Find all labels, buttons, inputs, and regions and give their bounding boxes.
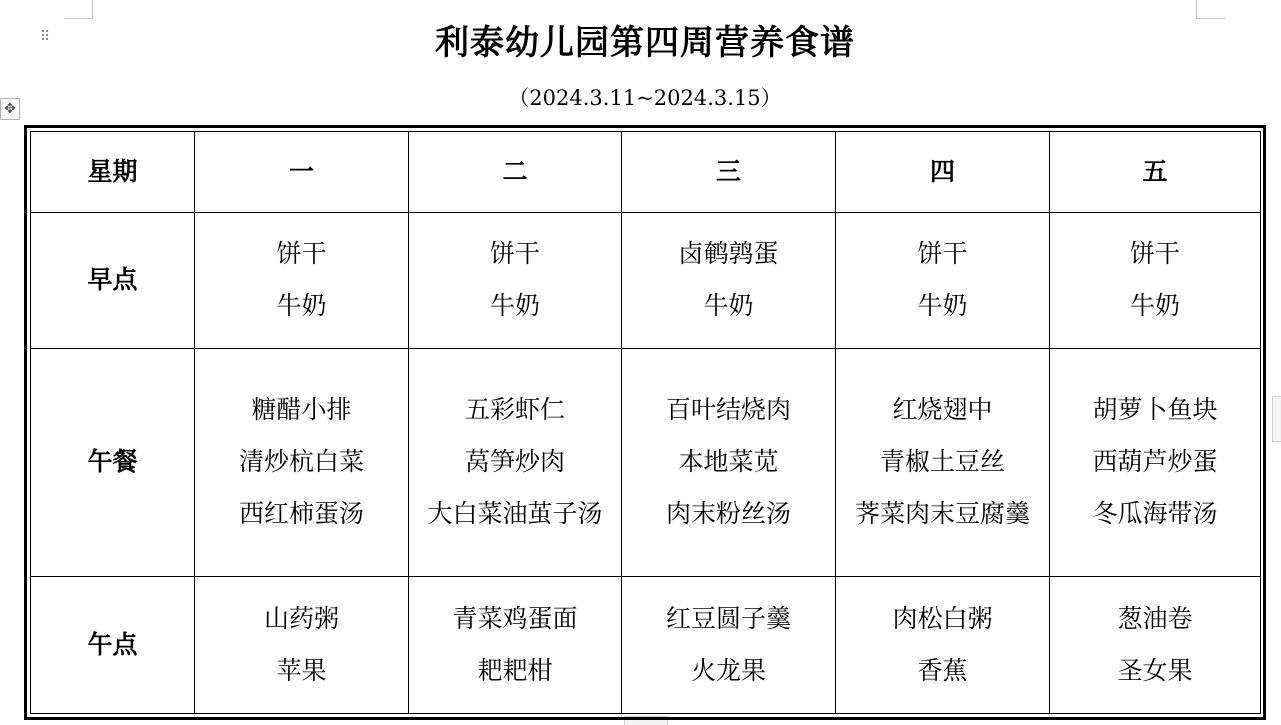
- menu-cell[interactable]: [195, 348, 409, 577]
- header-cell-day: 四: [836, 132, 1050, 213]
- dish-item: 香蕉: [917, 656, 968, 686]
- dish-item: 牛奶: [703, 291, 754, 321]
- dish-item: 清炒杭白菜: [238, 447, 364, 477]
- dish-item: 冬瓜海带汤: [1092, 499, 1218, 529]
- menu-cell[interactable]: [1050, 577, 1261, 714]
- menu-cell[interactable]: [1050, 348, 1261, 577]
- dish-item: 本地菜苋: [678, 447, 779, 477]
- dish-item: 牛奶: [1129, 291, 1180, 321]
- dish-item: 牛奶: [489, 291, 540, 321]
- dish-item: 肉末粉丝汤: [665, 499, 791, 529]
- dish-item: 葱油卷: [1117, 604, 1193, 634]
- dish-item: 火龙果: [690, 656, 766, 686]
- date-range-subtitle: （2024.3.11~2024.3.15）: [508, 86, 782, 110]
- dish-item: 卤鹌鹑蛋: [678, 239, 779, 269]
- dish-item: 莴笋炒肉: [464, 447, 565, 477]
- dish-item: 西红柿蛋汤: [238, 499, 364, 529]
- dish-item: 饼干: [276, 239, 327, 269]
- dish-item: 青菜鸡蛋面: [452, 604, 578, 634]
- dish-item: 苹果: [276, 656, 327, 686]
- header-cell-day: 二: [409, 132, 622, 213]
- dish-item: 牛奶: [276, 291, 327, 321]
- dish-item: 西葫芦炒蛋: [1092, 447, 1218, 477]
- menu-cell[interactable]: [836, 577, 1050, 714]
- dish-item: 耙耙柑: [477, 656, 553, 686]
- header-cell-day: 五: [1050, 132, 1261, 213]
- dish-item: 五彩虾仁: [464, 395, 565, 425]
- dish-item: 青椒土豆丝: [879, 447, 1005, 477]
- dish-item: 饼干: [917, 239, 968, 269]
- dish-item: 荠菜肉末豆腐羹: [854, 499, 1030, 529]
- dish-item: 山药粥: [263, 604, 339, 634]
- menu-cell[interactable]: [195, 577, 409, 714]
- dish-item: 肉松白粥: [892, 604, 993, 634]
- breakfast-row: [31, 212, 1261, 348]
- menu-cell[interactable]: [622, 577, 836, 714]
- header-cell-day: 一: [195, 132, 409, 213]
- row-label-cell: 午餐: [31, 348, 195, 577]
- header-cell-weekday: 星期: [31, 132, 195, 213]
- page-corner-mark-left: [64, 0, 93, 19]
- dish-item: 饼干: [489, 239, 540, 269]
- dish-item: 大白菜油茧子汤: [427, 499, 603, 529]
- header-cell-day: 三: [622, 132, 836, 213]
- dish-item: 胡萝卜鱼块: [1092, 395, 1218, 425]
- dish-item: 糖醋小排: [251, 395, 352, 425]
- menu-table: [30, 131, 1261, 714]
- side-scroll-tab[interactable]: [1272, 396, 1281, 442]
- header-row: [31, 132, 1261, 213]
- page-corner-mark-right: [1196, 0, 1225, 19]
- menu-cell[interactable]: [622, 212, 836, 348]
- menu-cell[interactable]: [409, 577, 622, 714]
- drag-grip-icon[interactable]: ⠿: [40, 29, 52, 45]
- snack-row: [31, 577, 1261, 714]
- dish-item: 圣女果: [1117, 656, 1193, 686]
- menu-cell[interactable]: [836, 212, 1050, 348]
- menu-cell[interactable]: [409, 348, 622, 577]
- menu-cell[interactable]: [836, 348, 1050, 577]
- menu-cell[interactable]: [622, 348, 836, 577]
- dish-item: 牛奶: [917, 291, 968, 321]
- menu-cell[interactable]: [195, 212, 409, 348]
- document-title: 利泰幼儿园第四周营养食谱: [435, 23, 855, 63]
- dish-item: 红烧翅中: [892, 395, 993, 425]
- menu-cell[interactable]: [1050, 212, 1261, 348]
- dish-item: 饼干: [1129, 239, 1180, 269]
- table-move-handle-icon[interactable]: ✥: [0, 98, 20, 120]
- dish-item: 百叶结烧肉: [665, 395, 791, 425]
- menu-table-frame: [24, 125, 1266, 720]
- menu-cell[interactable]: [409, 212, 622, 348]
- lunch-row: [31, 348, 1261, 577]
- dish-item: 红豆圆子羹: [665, 604, 791, 634]
- row-label-cell: 午点: [31, 577, 195, 714]
- row-label-cell: 早点: [31, 212, 195, 348]
